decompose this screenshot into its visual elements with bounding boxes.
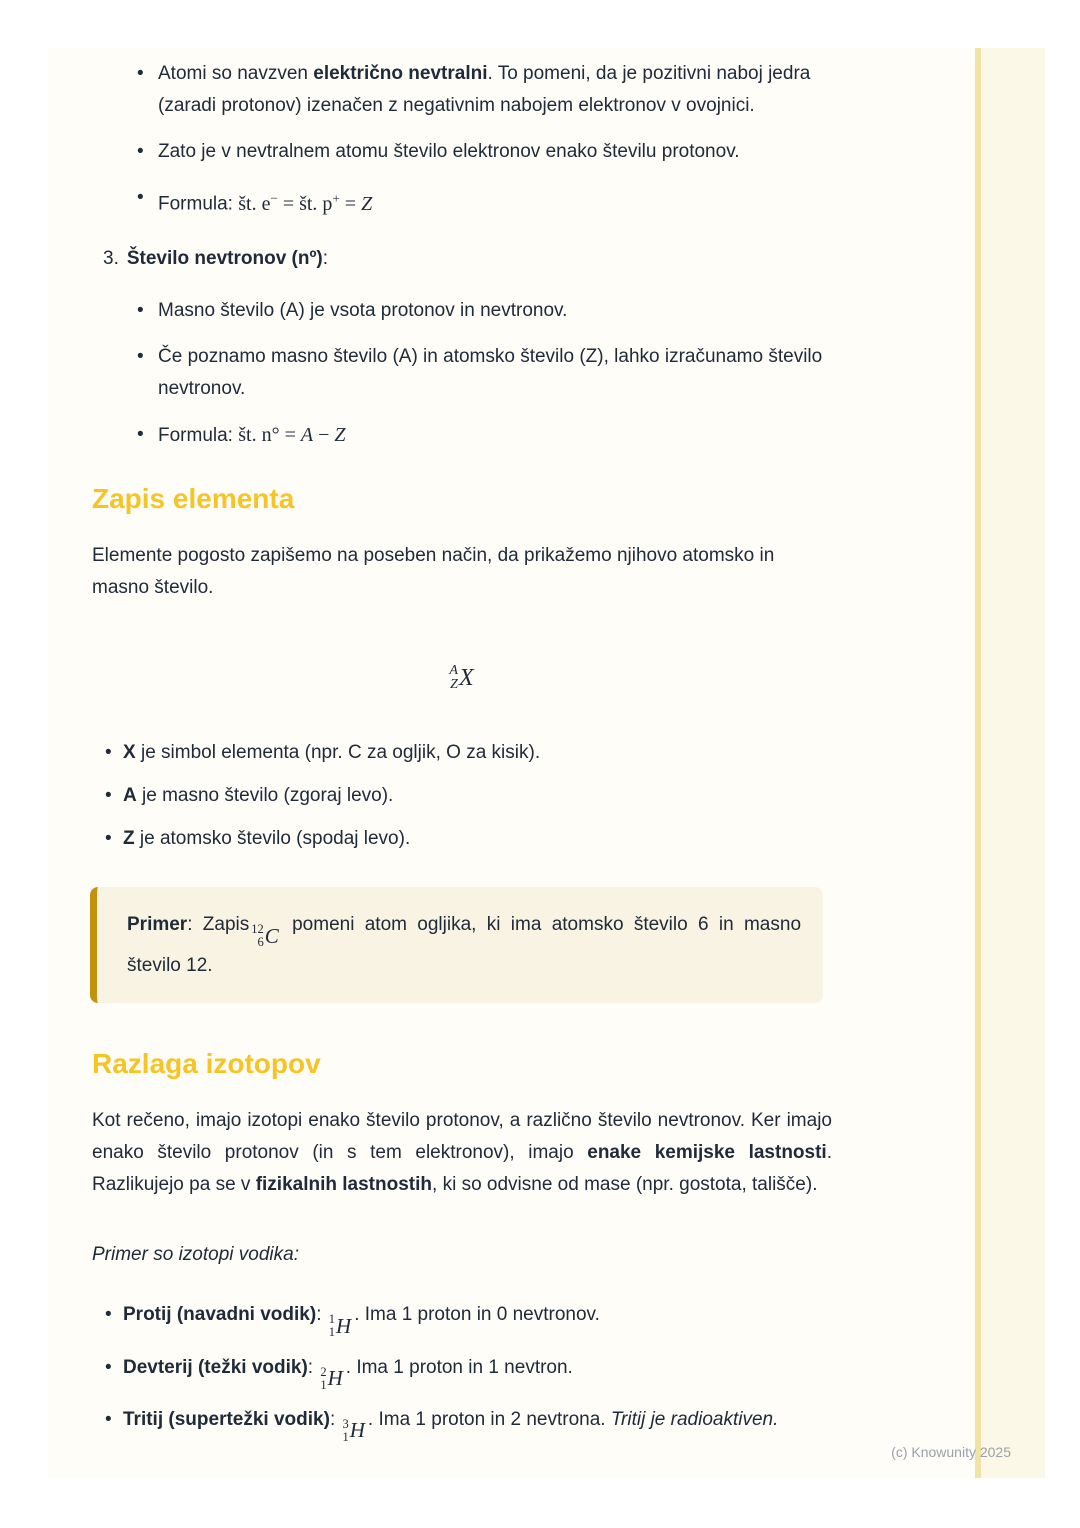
callout-lead: Primer: [127, 914, 188, 936]
bullet-icon: •: [137, 141, 144, 162]
list-item: [137, 58, 832, 122]
list-item-text: [158, 341, 832, 405]
bullet-icon: •: [105, 1408, 112, 1430]
bold-text-segment: Z: [123, 828, 135, 850]
text-segment: . Ima 1 proton in 0 nevtronov.: [354, 1304, 600, 1326]
mass-number: 1: [328, 1312, 336, 1327]
list-item: [137, 295, 832, 327]
item-title: Število nevtronov (nº): [126, 247, 323, 269]
list-item-text: [123, 1352, 832, 1392]
zapis-paragraph: Elemente pogosto zapišemo na poseben način, da prikažemo njihovo atomsko in masno število.: [92, 544, 775, 598]
element-symbol: H: [327, 1366, 343, 1391]
list-item-text: [123, 1404, 832, 1444]
math-segment: =: [279, 423, 301, 446]
list-item-text: [158, 295, 832, 327]
list-item-text: [123, 737, 832, 769]
list-item: [137, 136, 832, 168]
bullet-icon: •: [105, 742, 112, 764]
text-segment: je simbol elementa (npr. C za ogljik, O za kisik).: [135, 742, 541, 764]
list-item: [137, 182, 832, 221]
bullet-icon: •: [105, 828, 112, 850]
copyright-credit: (c) Knowunity 2025: [891, 1444, 1011, 1460]
text-segment: Kot rečeno, imajo izotopi enako število protonov, a različno število nevtronov. Ker imajo enako število protonov (in s tem elektronov), imajo: [92, 1110, 832, 1164]
isotope-list: [105, 1299, 832, 1444]
nuclide-stack: [329, 1313, 335, 1339]
section-heading-izotopi: Razlaga izotopov: [92, 1048, 321, 1080]
list-item-tritij: [105, 1404, 832, 1444]
list-item: [105, 823, 832, 855]
list-item-text: [158, 136, 832, 168]
text-segment: je masno število (zgoraj levo).: [136, 785, 394, 807]
neutron-formula: [158, 419, 832, 452]
text-segment: Zato je v nevtralnem atomu število elektronov enako številu protonov.: [158, 141, 740, 162]
math-variable: Z: [334, 423, 346, 446]
list-item: [137, 341, 832, 405]
nuclide-stack: [251, 923, 264, 949]
math-expression: [238, 190, 373, 215]
bullet-icon: •: [137, 299, 144, 321]
atomic-number: 1: [328, 1325, 336, 1340]
math-variable: Z: [361, 192, 373, 215]
notation-legend-list: [105, 737, 832, 855]
bold-text-segment: električno nevtralni: [313, 63, 488, 84]
example-callout: [90, 887, 823, 1003]
nuclide-stack: [320, 1366, 326, 1392]
bold-text-segment: Tritij (supertežki vodik): [123, 1408, 330, 1430]
page-edge-decoration: [975, 48, 1045, 1478]
text-segment: Atomi so navzven: [158, 63, 314, 84]
bullet-icon: •: [137, 63, 144, 84]
element-symbol: C: [264, 923, 279, 948]
bold-text-segment: Devterij (težki vodik): [123, 1356, 308, 1378]
text-segment: . Ima 1 proton in 2 nevtrona.: [367, 1408, 611, 1430]
math-variable: A: [300, 423, 314, 446]
list-item-text: [123, 780, 832, 812]
mass-number: A: [449, 662, 458, 678]
list-item-protij: [105, 1299, 832, 1339]
atomic-number: 1: [342, 1429, 349, 1444]
bold-text-segment: X: [123, 742, 136, 764]
hydrogen-isotopes-note: Primer so izotopi vodika:: [92, 1244, 299, 1266]
bold-text-segment: fizikalnih lastnostih: [255, 1174, 433, 1196]
nuclide-hydrogen-2: [320, 1366, 342, 1392]
text-segment: . Razlikujejo pa se v: [92, 1142, 832, 1196]
text-segment: . Ima 1 proton in 1 nevtron.: [345, 1356, 573, 1378]
element-symbol: X: [458, 665, 474, 692]
list-item-devterij: [105, 1352, 832, 1392]
math-expression: [238, 424, 345, 446]
atomic-number: 6: [257, 935, 264, 950]
nuclide-general: [449, 664, 473, 693]
bullet-icon: •: [105, 1356, 112, 1378]
text-segment: pomeni atom ogljika, ki ima atomsko število 6 in masno število 12.: [127, 914, 802, 977]
list-item: [105, 737, 832, 769]
text-segment: :: [316, 1304, 327, 1326]
bullet-icon: •: [137, 187, 144, 208]
nuclide-hydrogen-1: [329, 1313, 351, 1339]
section-heading-zapis: Zapis elementa: [92, 482, 295, 514]
bullet-icon: •: [105, 785, 112, 807]
item-colon: :: [322, 247, 329, 269]
izotopi-paragraph: [92, 1105, 832, 1201]
bullet-icon: •: [105, 1304, 112, 1326]
math-segment: = št. p: [277, 192, 333, 215]
mass-number: 2: [320, 1364, 327, 1379]
math-segment: št. n°: [238, 423, 280, 446]
list-item: [137, 419, 832, 452]
nuclide-notation-display: [92, 650, 832, 693]
nuclide-stack: [449, 664, 458, 693]
element-symbol: H: [349, 1418, 365, 1443]
math-segment: št. e: [238, 192, 271, 215]
bullet-icon: •: [137, 423, 144, 445]
bold-text-segment: Protij (navadni vodik): [123, 1304, 317, 1326]
list-item-text: [123, 1299, 832, 1339]
text-segment: : Zapis: [187, 914, 250, 936]
text-segment: Če poznamo masno število (A) in atomsko število (Z), lahko izračunamo število nevtronov.: [158, 345, 823, 399]
item-number: 3.: [103, 247, 119, 269]
document-page: [48, 48, 1045, 1478]
list-item-text: [123, 823, 832, 855]
formula-label: Formula:: [158, 424, 239, 446]
document-content: [92, 48, 832, 1444]
text-segment: :: [307, 1356, 319, 1378]
bold-text-segment: enake kemijske lastnosti: [587, 1142, 827, 1164]
superscript-plus: +: [332, 190, 340, 205]
mass-number: 12: [251, 922, 264, 937]
list-item: [105, 780, 832, 812]
intro-bullet-list: [137, 58, 832, 221]
bullet-icon: •: [137, 345, 144, 367]
nuclide-stack: [343, 1418, 349, 1444]
atomic-number: Z: [450, 677, 458, 693]
mass-number: 3: [342, 1416, 349, 1431]
neutron-bullet-list: [137, 295, 832, 452]
formula-label: Formula:: [158, 193, 239, 215]
math-segment: −: [313, 423, 335, 446]
text-segment: Masno število (A) je vsota protonov in nevtronov.: [158, 299, 568, 321]
list-item-text: [158, 58, 832, 122]
nuclide-carbon-12: [251, 923, 279, 949]
italic-text-segment: Tritij je radioaktiven.: [610, 1408, 779, 1430]
atomic-number: 1: [320, 1377, 327, 1392]
text-segment: , ki so odvisne od mase (npr. gostota, tališče).: [432, 1174, 818, 1196]
text-segment: :: [329, 1408, 341, 1430]
element-symbol: H: [336, 1313, 352, 1338]
text-segment: . To pomeni, da je pozitivni naboj jedra (zaradi protonov) izenačen z negativnim nabojem elektronov v ovojnici.: [158, 63, 811, 116]
numbered-item-neutrons: [103, 243, 832, 275]
electron-formula: [158, 182, 832, 221]
superscript-minus: −: [270, 190, 278, 205]
math-segment: =: [339, 192, 362, 215]
nuclide-hydrogen-3: [343, 1418, 365, 1444]
bold-text-segment: A: [123, 785, 137, 807]
text-segment: je atomsko število (spodaj levo).: [134, 828, 411, 850]
